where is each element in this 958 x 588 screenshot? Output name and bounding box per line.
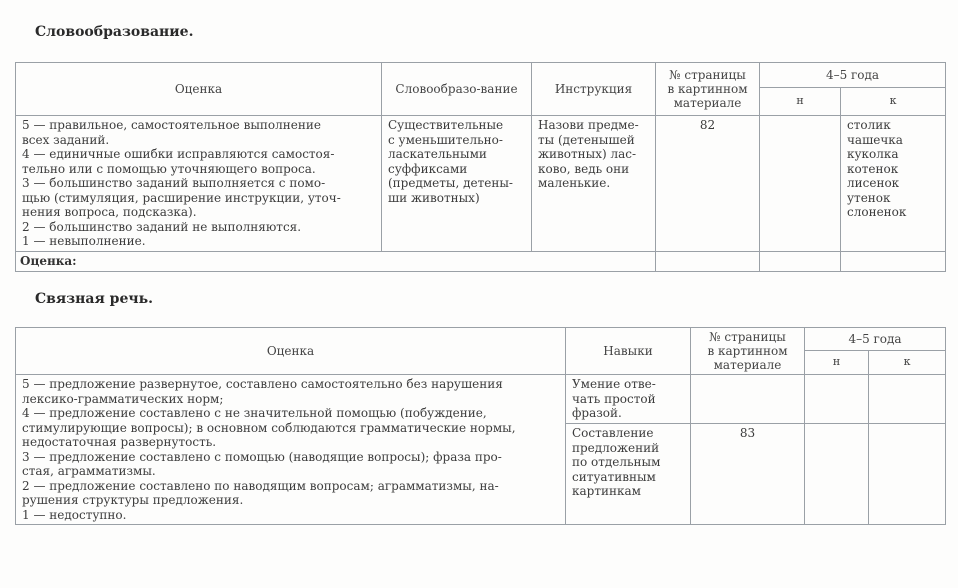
skill-cell-2 <box>566 424 691 525</box>
header-assessment-2: Оценка <box>16 328 566 375</box>
n-cell-1 <box>805 375 869 424</box>
k-cell-2 <box>869 424 946 525</box>
grade-k-cell <box>841 252 946 272</box>
assessment-criteria-text: 5 — правильное, самостоятельное выполнение всех заданий. 4 — единичные ошибки исправляются самостоя- тельно или с помощью уточняющего вопроса. 3 — большинство заданий выполняется с помо- щью (стимуляция, расширение инструкции, уточ- нения вопроса, подсказка). 2 — большинство заданий не выполняются. 1 — невыполнение. <box>22 118 341 248</box>
k-cell <box>841 116 946 252</box>
wordformation-table <box>15 62 946 272</box>
grade-n-cell <box>760 252 841 272</box>
instruction-cell <box>532 116 656 252</box>
header-assessment: Оценка <box>16 63 382 116</box>
wordformation-cell <box>382 116 532 252</box>
page-number-2: 83 <box>739 426 756 440</box>
page-number-1 <box>691 375 804 377</box>
header-n-2: н <box>805 351 869 375</box>
speech-assessment-criteria <box>16 375 566 525</box>
skill-cell-1 <box>566 375 691 424</box>
grade-label: Оценка: <box>20 254 77 268</box>
header-age-2: 4–5 года <box>805 328 946 351</box>
header-age: 4–5 года <box>760 63 946 88</box>
instruction-text: Назови предме- ты (детенышей животных) лас- ково, ведь они маленькие. <box>538 118 639 190</box>
header-page: № страницы в картинном материале <box>656 63 760 116</box>
skill-text-2: Составление предложений по отдельным ситуативным картинкам <box>572 426 661 498</box>
header-skills: Навыки <box>566 328 691 375</box>
speech-table <box>15 327 946 525</box>
header-n: н <box>760 88 841 116</box>
grade-page-cell <box>656 252 760 272</box>
header-wordformation: Словообразо-вание <box>382 63 532 116</box>
section-title-speech: Связная речь. <box>35 291 154 307</box>
header-k: к <box>841 88 946 116</box>
k-cell-1 <box>869 375 946 424</box>
page-cell-1 <box>691 375 805 424</box>
assessment-criteria <box>16 116 382 252</box>
n-cell <box>760 116 841 252</box>
header-k-2: к <box>869 351 946 375</box>
page-number: 82 <box>699 118 716 132</box>
word-list: столик чашечка куколка котенок лисенок утенок слоненок <box>847 118 907 219</box>
n-cell-2 <box>805 424 869 525</box>
wordformation-text: Существительные с уменьшительно- ласкательными суффиксами (предметы, детены- ши животных) <box>388 118 513 205</box>
header-page-2: № страницы в картинном материале <box>691 328 805 375</box>
speech-assessment-text: 5 — предложение развернутое, составлено самостоятельно без нарушения лексико-грамматических норм; 4 — предложение составлено с не значительной помощью (побуждение, стимулирующие вопросы); в основном соблюдаются грамматические нормы, недостаточная развернутость. 3 — предложение составлено с помощью (наводящие вопросы); фраза про- стая, аграмматизмы. 2 — предложение составлено по наводящим вопросам; аграмматизмы, на- рушения структуры предложения. 1 — недоступно. <box>22 377 516 522</box>
section-title-wordformation: Словообразование. <box>35 24 194 40</box>
grade-row <box>16 252 656 272</box>
page-cell <box>656 116 760 252</box>
skill-text-1: Умение отве- чать простой фразой. <box>572 377 656 420</box>
header-instruction: Инструкция <box>532 63 656 116</box>
page-cell-2 <box>691 424 805 525</box>
